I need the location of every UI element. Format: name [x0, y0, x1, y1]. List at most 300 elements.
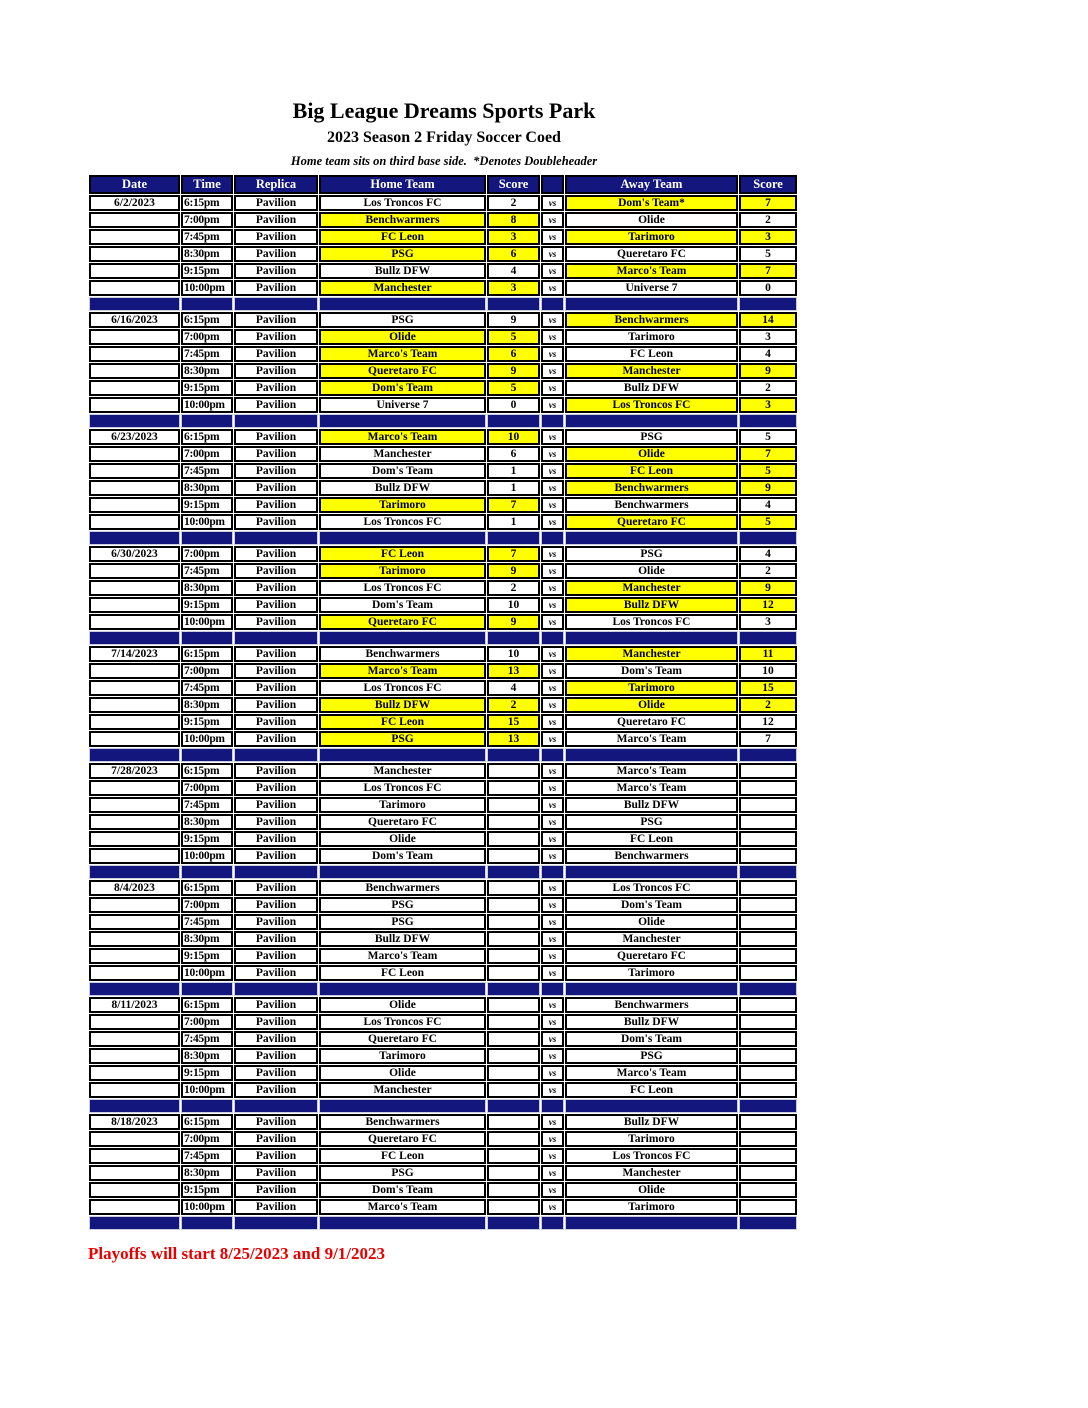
game-row [89, 280, 797, 296]
date-cell [89, 346, 180, 362]
date-cell [89, 514, 180, 530]
game-row [89, 663, 797, 679]
game-row [89, 329, 797, 345]
away-score-cell [739, 1148, 797, 1164]
home-team-cell: FC Leon [319, 229, 486, 245]
game-row [89, 1014, 797, 1030]
game-row [89, 965, 797, 981]
away-team-cell: Marco's Team [565, 763, 738, 779]
separator-cell [319, 748, 486, 762]
date-cell: 8/18/2023 [89, 1114, 180, 1130]
game-row [89, 931, 797, 947]
vs-label: vs [541, 646, 564, 662]
away-score-cell [739, 931, 797, 947]
section-separator-row [89, 414, 797, 428]
separator-cell [234, 1099, 318, 1113]
away-team-cell: Los Troncos FC [565, 1148, 738, 1164]
away-team-cell: PSG [565, 429, 738, 445]
time-cell: 8:30pm [181, 1165, 233, 1181]
home-score-cell [487, 931, 540, 947]
date-cell [89, 1082, 180, 1098]
date-cell [89, 229, 180, 245]
away-team-cell: Manchester [565, 363, 738, 379]
separator-cell [487, 865, 540, 879]
home-team-cell: Marco's Team [319, 346, 486, 362]
home-team-cell: Dom's Team [319, 1182, 486, 1198]
away-team-cell: Benchwarmers [565, 312, 738, 328]
vs-label: vs [541, 480, 564, 496]
date-cell [89, 914, 180, 930]
replica-cell: Pavilion [234, 1182, 318, 1198]
time-cell: 10:00pm [181, 965, 233, 981]
date-cell [89, 931, 180, 947]
game-row [89, 897, 797, 913]
replica-cell: Pavilion [234, 429, 318, 445]
section-separator-row [89, 297, 797, 311]
away-score-cell [739, 848, 797, 864]
home-score-cell: 1 [487, 514, 540, 530]
replica-cell: Pavilion [234, 1114, 318, 1130]
time-cell: 7:00pm [181, 446, 233, 462]
game-row [89, 1082, 797, 1098]
away-score-cell: 2 [739, 563, 797, 579]
away-team-cell: Benchwarmers [565, 848, 738, 864]
date-cell: 6/23/2023 [89, 429, 180, 445]
game-row [89, 731, 797, 747]
away-team-cell: PSG [565, 814, 738, 830]
game-row [89, 914, 797, 930]
away-team-cell: Manchester [565, 1165, 738, 1181]
replica-cell: Pavilion [234, 663, 318, 679]
home-team-cell: Benchwarmers [319, 212, 486, 228]
separator-cell [541, 414, 564, 428]
separator-cell [541, 531, 564, 545]
separator-cell [739, 1216, 797, 1230]
away-score-cell [739, 831, 797, 847]
vs-label: vs [541, 997, 564, 1013]
away-score-cell: 3 [739, 614, 797, 630]
section-separator-row [89, 982, 797, 996]
separator-cell [89, 1216, 180, 1230]
home-team-cell: Los Troncos FC [319, 514, 486, 530]
away-team-cell: Marco's Team [565, 263, 738, 279]
date-cell [89, 446, 180, 462]
separator-cell [487, 982, 540, 996]
home-team-cell: Manchester [319, 280, 486, 296]
separator-cell [739, 631, 797, 645]
date-cell [89, 580, 180, 596]
vs-label: vs [541, 597, 564, 613]
away-score-cell [739, 880, 797, 896]
separator-cell [487, 1099, 540, 1113]
time-cell: 7:00pm [181, 212, 233, 228]
replica-cell: Pavilion [234, 346, 318, 362]
date-cell [89, 780, 180, 796]
separator-cell [541, 982, 564, 996]
away-score-cell: 14 [739, 312, 797, 328]
date-cell [89, 329, 180, 345]
away-score-cell: 3 [739, 229, 797, 245]
time-cell: 7:45pm [181, 914, 233, 930]
game-row [89, 831, 797, 847]
replica-cell: Pavilion [234, 195, 318, 211]
separator-cell [319, 531, 486, 545]
replica-cell: Pavilion [234, 880, 318, 896]
home-team-cell: PSG [319, 246, 486, 262]
vs-label: vs [541, 848, 564, 864]
away-score-cell [739, 780, 797, 796]
date-cell [89, 246, 180, 262]
away-team-cell: FC Leon [565, 1082, 738, 1098]
home-team-cell: Bullz DFW [319, 480, 486, 496]
replica-cell: Pavilion [234, 546, 318, 562]
separator-cell [565, 531, 738, 545]
separator-cell [181, 1216, 233, 1230]
separator-cell [181, 631, 233, 645]
away-score-cell: 9 [739, 480, 797, 496]
home-team-cell: Manchester [319, 1082, 486, 1098]
away-team-cell: Queretaro FC [565, 514, 738, 530]
game-row [89, 429, 797, 445]
home-score-cell: 13 [487, 731, 540, 747]
home-team-cell: Benchwarmers [319, 880, 486, 896]
time-cell: 6:15pm [181, 880, 233, 896]
game-row [89, 229, 797, 245]
vs-label: vs [541, 329, 564, 345]
replica-cell: Pavilion [234, 263, 318, 279]
game-row [89, 1165, 797, 1181]
home-score-cell: 10 [487, 429, 540, 445]
home-score-cell: 6 [487, 346, 540, 362]
game-row [89, 814, 797, 830]
header-vs-spacer [541, 175, 564, 194]
home-team-cell: Olide [319, 1065, 486, 1081]
vs-label: vs [541, 363, 564, 379]
vs-label: vs [541, 1082, 564, 1098]
replica-cell: Pavilion [234, 714, 318, 730]
time-cell: 7:00pm [181, 780, 233, 796]
home-score-cell [487, 797, 540, 813]
separator-cell [487, 631, 540, 645]
separator-cell [739, 982, 797, 996]
separator-cell [181, 414, 233, 428]
separator-cell [541, 1216, 564, 1230]
time-cell: 6:15pm [181, 195, 233, 211]
page-title: Big League Dreams Sports Park [292, 98, 596, 123]
playoffs-notice: Playoffs will start 8/25/2023 and 9/1/2023 [88, 1244, 386, 1263]
home-team-cell: Olide [319, 997, 486, 1013]
away-score-cell: 4 [739, 497, 797, 513]
time-cell: 6:15pm [181, 646, 233, 662]
vs-label: vs [541, 614, 564, 630]
game-row [89, 948, 797, 964]
home-team-cell: Bullz DFW [319, 263, 486, 279]
away-team-cell: Dom's Team* [565, 195, 738, 211]
home-score-cell: 4 [487, 263, 540, 279]
time-cell: 8:30pm [181, 480, 233, 496]
away-team-cell: Los Troncos FC [565, 397, 738, 413]
game-row [89, 1048, 797, 1064]
separator-cell [565, 982, 738, 996]
home-team-cell: Tarimoro [319, 1048, 486, 1064]
vs-label: vs [541, 697, 564, 713]
date-cell [89, 1048, 180, 1064]
separator-cell [739, 1099, 797, 1113]
home-score-cell: 15 [487, 714, 540, 730]
header-away-team: Away Team [565, 175, 738, 194]
separator-cell [565, 414, 738, 428]
away-score-cell: 7 [739, 263, 797, 279]
vs-label: vs [541, 429, 564, 445]
away-score-cell: 5 [739, 463, 797, 479]
game-row [89, 997, 797, 1013]
away-team-cell: Queretaro FC [565, 246, 738, 262]
replica-cell: Pavilion [234, 614, 318, 630]
home-team-cell: Olide [319, 831, 486, 847]
vs-label: vs [541, 931, 564, 947]
separator-cell [565, 631, 738, 645]
away-team-cell: Olide [565, 563, 738, 579]
game-row [89, 397, 797, 413]
replica-cell: Pavilion [234, 380, 318, 396]
replica-cell: Pavilion [234, 580, 318, 596]
time-cell: 10:00pm [181, 397, 233, 413]
home-score-cell: 3 [487, 280, 540, 296]
home-score-cell: 6 [487, 246, 540, 262]
separator-cell [565, 748, 738, 762]
away-team-cell: Manchester [565, 646, 738, 662]
separator-cell [319, 631, 486, 645]
away-score-cell [739, 914, 797, 930]
time-cell: 9:15pm [181, 1065, 233, 1081]
away-team-cell: Benchwarmers [565, 497, 738, 513]
date-cell [89, 1199, 180, 1215]
replica-cell: Pavilion [234, 1131, 318, 1147]
replica-cell: Pavilion [234, 397, 318, 413]
vs-label: vs [541, 546, 564, 562]
replica-cell: Pavilion [234, 497, 318, 513]
separator-cell [181, 748, 233, 762]
home-score-cell: 7 [487, 546, 540, 562]
vs-label: vs [541, 1031, 564, 1047]
time-cell: 7:45pm [181, 680, 233, 696]
away-score-cell [739, 763, 797, 779]
game-row [89, 380, 797, 396]
date-cell [89, 797, 180, 813]
separator-cell [487, 414, 540, 428]
separator-cell [89, 1099, 180, 1113]
date-cell [89, 1182, 180, 1198]
game-row [89, 680, 797, 696]
vs-label: vs [541, 563, 564, 579]
away-team-cell: Bullz DFW [565, 597, 738, 613]
vs-label: vs [541, 212, 564, 228]
time-cell: 10:00pm [181, 614, 233, 630]
time-cell: 8:30pm [181, 697, 233, 713]
separator-cell [541, 297, 564, 311]
home-score-cell: 8 [487, 212, 540, 228]
separator-cell [234, 414, 318, 428]
away-score-cell: 2 [739, 380, 797, 396]
vs-label: vs [541, 814, 564, 830]
separator-cell [89, 982, 180, 996]
replica-cell: Pavilion [234, 914, 318, 930]
date-cell [89, 597, 180, 613]
home-score-cell: 5 [487, 329, 540, 345]
home-score-cell: 1 [487, 463, 540, 479]
separator-cell [541, 631, 564, 645]
section-separator-row [89, 531, 797, 545]
replica-cell: Pavilion [234, 763, 318, 779]
home-team-cell: PSG [319, 914, 486, 930]
away-team-cell: Olide [565, 1182, 738, 1198]
home-score-cell: 2 [487, 195, 540, 211]
vs-label: vs [541, 497, 564, 513]
away-score-cell [739, 814, 797, 830]
time-cell: 7:00pm [181, 1014, 233, 1030]
away-team-cell: Benchwarmers [565, 997, 738, 1013]
vs-label: vs [541, 1131, 564, 1147]
separator-cell [181, 1099, 233, 1113]
replica-cell: Pavilion [234, 246, 318, 262]
home-score-cell [487, 831, 540, 847]
away-score-cell [739, 797, 797, 813]
replica-cell: Pavilion [234, 363, 318, 379]
replica-cell: Pavilion [234, 897, 318, 913]
date-cell [89, 1148, 180, 1164]
replica-cell: Pavilion [234, 780, 318, 796]
separator-cell [89, 531, 180, 545]
time-cell: 7:45pm [181, 1148, 233, 1164]
date-cell [89, 280, 180, 296]
home-team-cell: Universe 7 [319, 397, 486, 413]
vs-label: vs [541, 246, 564, 262]
away-score-cell: 3 [739, 329, 797, 345]
date-cell [89, 1014, 180, 1030]
header-time: Time [181, 175, 233, 194]
game-row [89, 263, 797, 279]
home-score-cell [487, 814, 540, 830]
home-team-cell: Bullz DFW [319, 697, 486, 713]
away-team-cell: FC Leon [565, 346, 738, 362]
replica-cell: Pavilion [234, 1199, 318, 1215]
vs-label: vs [541, 1065, 564, 1081]
home-score-cell: 2 [487, 697, 540, 713]
time-cell: 9:15pm [181, 497, 233, 513]
home-team-cell: PSG [319, 312, 486, 328]
home-score-cell [487, 1082, 540, 1098]
vs-label: vs [541, 831, 564, 847]
date-cell [89, 814, 180, 830]
separator-cell [181, 297, 233, 311]
date-cell [89, 714, 180, 730]
separator-cell [181, 865, 233, 879]
home-team-cell: Manchester [319, 763, 486, 779]
separator-cell [541, 748, 564, 762]
home-score-cell [487, 948, 540, 964]
header-date: Date [89, 175, 180, 194]
game-row [89, 312, 797, 328]
game-row [89, 646, 797, 662]
replica-cell: Pavilion [234, 848, 318, 864]
home-team-cell: Dom's Team [319, 597, 486, 613]
home-team-cell: Bullz DFW [319, 931, 486, 947]
away-team-cell: FC Leon [565, 831, 738, 847]
away-team-cell: PSG [565, 1048, 738, 1064]
replica-cell: Pavilion [234, 731, 318, 747]
home-score-cell [487, 1048, 540, 1064]
vs-label: vs [541, 229, 564, 245]
game-row [89, 1114, 797, 1130]
section-separator-row [89, 631, 797, 645]
time-cell: 8:30pm [181, 246, 233, 262]
away-team-cell: Olide [565, 212, 738, 228]
vs-label: vs [541, 1048, 564, 1064]
game-row [89, 346, 797, 362]
home-team-cell: Dom's Team [319, 463, 486, 479]
time-cell: 10:00pm [181, 280, 233, 296]
replica-cell: Pavilion [234, 1031, 318, 1047]
replica-cell: Pavilion [234, 312, 318, 328]
home-team-cell: Queretaro FC [319, 363, 486, 379]
home-score-cell: 7 [487, 497, 540, 513]
home-team-cell: Tarimoro [319, 497, 486, 513]
replica-cell: Pavilion [234, 212, 318, 228]
time-cell: 8:30pm [181, 931, 233, 947]
away-team-cell: Tarimoro [565, 965, 738, 981]
home-team-cell: Dom's Team [319, 380, 486, 396]
vs-label: vs [541, 897, 564, 913]
away-score-cell: 5 [739, 429, 797, 445]
header-home-team: Home Team [319, 175, 486, 194]
game-row [89, 446, 797, 462]
time-cell: 9:15pm [181, 380, 233, 396]
home-score-cell [487, 897, 540, 913]
separator-cell [565, 1216, 738, 1230]
separator-cell [234, 982, 318, 996]
replica-cell: Pavilion [234, 480, 318, 496]
time-cell: 9:15pm [181, 831, 233, 847]
game-row [89, 514, 797, 530]
home-score-cell: 4 [487, 680, 540, 696]
home-score-cell: 10 [487, 597, 540, 613]
home-team-cell: Tarimoro [319, 563, 486, 579]
date-cell [89, 563, 180, 579]
replica-cell: Pavilion [234, 1048, 318, 1064]
vs-label: vs [541, 446, 564, 462]
time-cell: 7:00pm [181, 329, 233, 345]
home-team-cell: Marco's Team [319, 948, 486, 964]
home-team-cell: Olide [319, 329, 486, 345]
time-cell: 10:00pm [181, 848, 233, 864]
away-team-cell: FC Leon [565, 463, 738, 479]
time-cell: 7:45pm [181, 1031, 233, 1047]
schedule-table [88, 174, 798, 1231]
away-score-cell: 12 [739, 714, 797, 730]
separator-cell [487, 748, 540, 762]
home-team-cell: Dom's Team [319, 848, 486, 864]
separator-cell [89, 414, 180, 428]
away-team-cell: Olide [565, 446, 738, 462]
away-team-cell: Dom's Team [565, 897, 738, 913]
time-cell: 6:15pm [181, 997, 233, 1013]
vs-label: vs [541, 763, 564, 779]
date-cell [89, 897, 180, 913]
home-score-cell [487, 780, 540, 796]
home-score-cell: 9 [487, 312, 540, 328]
home-score-cell [487, 763, 540, 779]
away-team-cell: Queretaro FC [565, 948, 738, 964]
